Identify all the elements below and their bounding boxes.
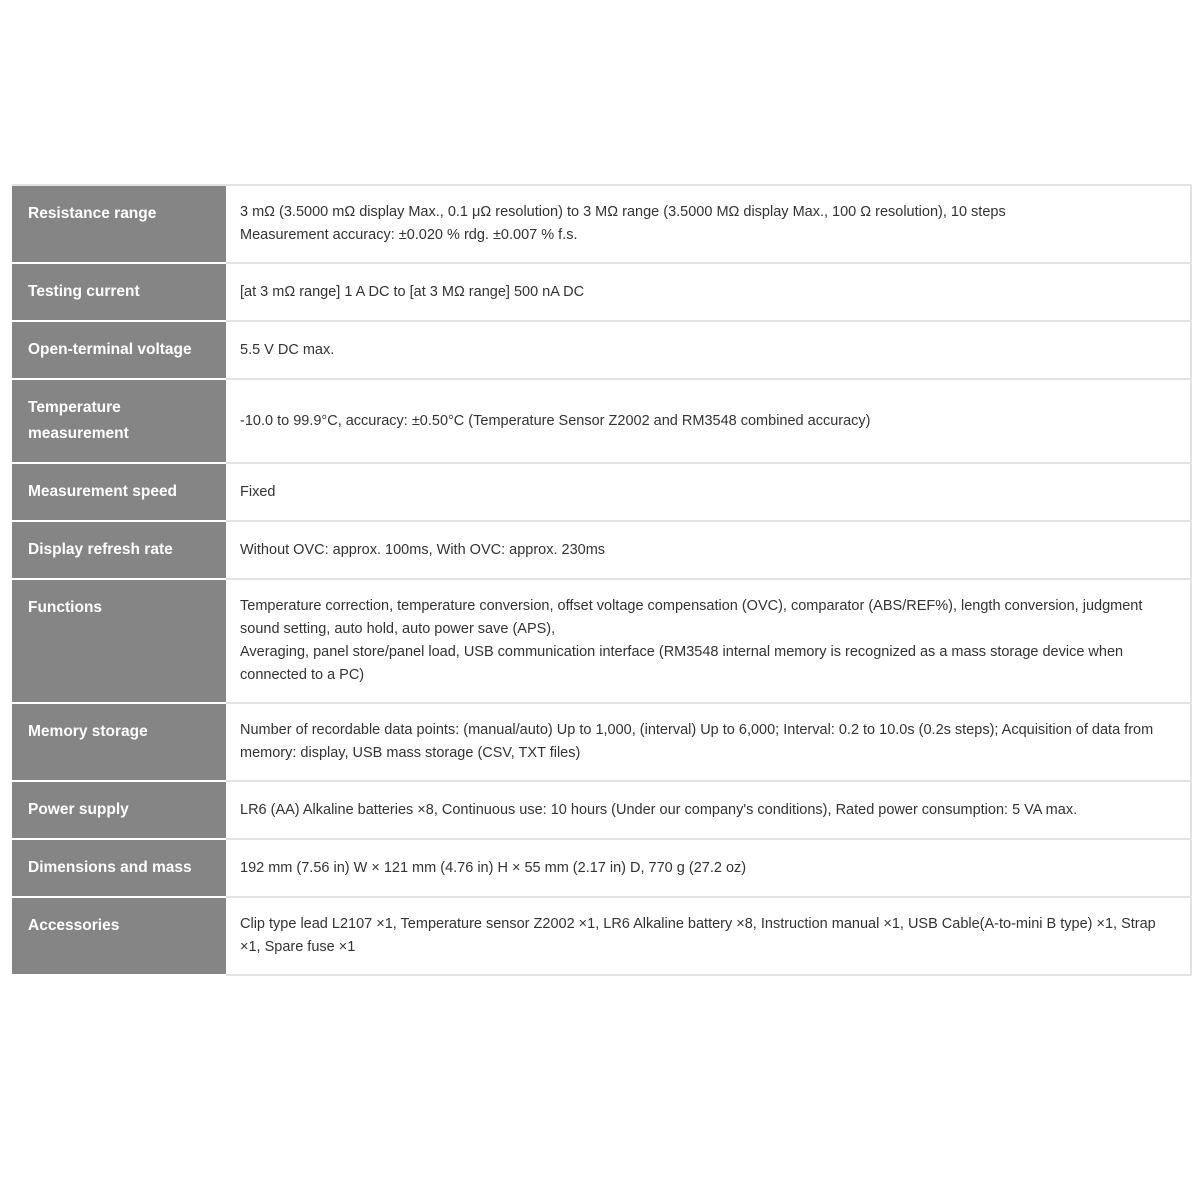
spec-row [12,703,1191,781]
spec-value [226,263,1191,321]
spec-value [226,897,1191,975]
spec-value-line: 5.5 V DC max. [240,341,335,358]
spec-row [12,897,1191,975]
spec-label: Resistance range [12,185,226,263]
spec-table-body [12,185,1191,975]
spec-value [226,185,1191,263]
spec-value-line: Without OVC: approx. 100ms, With OVC: approx. 230ms [240,541,606,558]
spec-label: Display refresh rate [12,521,226,579]
spec-value [226,579,1191,703]
spec-label: Open-terminal voltage [12,321,226,379]
spec-value [226,463,1191,521]
spec-row [12,839,1191,897]
spec-value-line: LR6 (AA) Alkaline batteries ×8, Continuous use: 10 hours (Under our company's conditions), Rated power consumption: 5 VA max. [240,801,1078,818]
spec-value-line: Clip type lead L2107 ×1, Temperature sensor Z2002 ×1, LR6 Alkaline battery ×8, Instruction manual ×1, USB Cable(A-to-mini B type) ×1, Strap ×1, Spare fuse ×1 [240,916,1160,955]
spec-row [12,781,1191,839]
spec-value-line: Measurement accuracy: ±0.020 % rdg. ±0.007 % f.s. [240,227,578,243]
spec-value [226,379,1191,463]
spec-value-line: [at 3 mΩ range] 1 A DC to [at 3 MΩ range] 500 nA DC [240,283,585,300]
spec-value [226,321,1191,379]
spec-value [226,521,1191,579]
spec-row [12,521,1191,579]
spec-label: Testing current [12,263,226,321]
spec-value-line: Number of recordable data points: (manual/auto) Up to 1,000, (interval) Up to 6,000; Interval: 0.2 to 10.0s (0.2s steps); Acquisition of data from memory: display, USB mass storage (CSV, TXT files) [240,722,1158,761]
spec-value [226,703,1191,781]
spec-row [12,185,1191,263]
spec-value-line: 192 mm (7.56 in) W × 121 mm (4.76 in) H × 55 mm (2.17 in) D, 770 g (27.2 oz) [240,859,747,876]
spec-row [12,579,1191,703]
spec-label: Functions [12,579,226,703]
spec-value-line: 3 mΩ (3.5000 mΩ display Max., 0.1 μΩ resolution) to 3 MΩ range (3.5000 MΩ display Max., 100 Ω resolution), 10 steps [240,204,1006,220]
spec-value [226,839,1191,897]
spec-label: Memory storage [12,703,226,781]
spec-value-line: -10.0 to 99.9°C, accuracy: ±0.50°C (Temperature Sensor Z2002 and RM3548 combined accuracy) [240,412,871,429]
spec-row [12,263,1191,321]
spec-value-line: Averaging, panel store/panel load, USB communication interface (RM3548 internal memory is recognized as a mass storage device when connected to a PC) [240,644,1128,683]
spec-table [12,184,1192,976]
spec-label: Measurement speed [12,463,226,521]
spec-value-line: Temperature correction, temperature conversion, offset voltage compensation (OVC), comparator (ABS/REF%), length conversion, judgment sound setting, auto hold, auto power save (APS), [240,598,1147,637]
spec-label: Power supply [12,781,226,839]
spec-label: Dimensions and mass [12,839,226,897]
spec-row [12,321,1191,379]
spec-label: Temperature measurement [12,379,226,463]
spec-label: Accessories [12,897,226,975]
spec-row [12,463,1191,521]
spec-value [226,781,1191,839]
spec-value-line: Fixed [240,483,276,500]
spec-row [12,379,1191,463]
